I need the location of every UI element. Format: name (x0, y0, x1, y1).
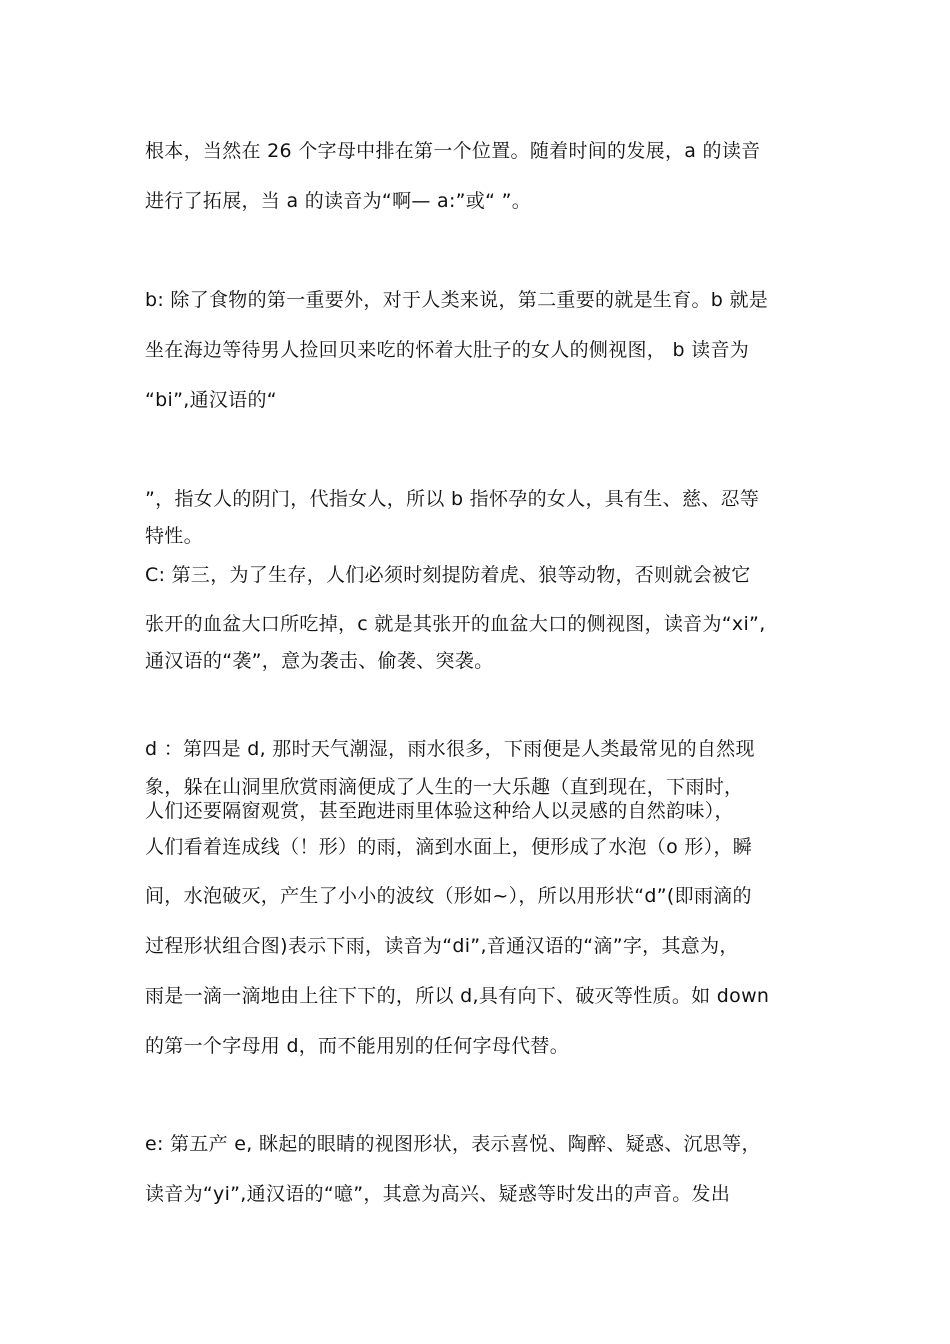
text-line-11: d ：第四是 d, 那时天气潮湿，雨水很多，下雨便是人类最常见的自然现 (145, 738, 755, 760)
text-line-12: 象，躲在山洞里欣赏雨滴便成了人生的一大乐趣（直到现在，下雨时， (145, 776, 744, 798)
text-line-10: 通汉语的“袭”，意为袭击、偷袭、突袭。 (145, 650, 494, 672)
text-line-6: ”，指女人的阴门，代指女人，所以 b 指怀孕的女人，具有生、慈、忍等 (145, 488, 760, 510)
text-line-15: 间，水泡破灭，产生了小小的波纹（形如~），所以用形状“d”(即雨滴的 (145, 885, 752, 907)
text-line-1: 根本，当然在 26 个字母中排在第一个位置。随着时间的发展，a 的读音 (145, 140, 761, 162)
text-line-4: 坐在海边等待男人捡回贝来吃的怀着大肚子的女人的侧视图， b 读音为 (145, 339, 750, 361)
text-line-2: 进行了拓展，当 a 的读音为“啊— a:”或“ ”。 (145, 190, 532, 212)
text-line-18: 的第一个字母用 d，而不能用别的任何字母代替。 (145, 1035, 570, 1057)
text-line-19: e: 第五产 e, 眯起的眼睛的视图形状，表示喜悦、陶醉、疑惑、沉思等， (145, 1133, 761, 1155)
text-line-5: “bi”,通汉语的“ (145, 389, 277, 411)
text-line-14: 人们看着连成线（！形）的雨，滴到水面上，便形成了水泡（o 形），瞬 (145, 836, 753, 858)
text-line-20: 读音为“yi”,通汉语的“噫”，其意为高兴、疑惑等时发出的声音。发出 (145, 1183, 731, 1205)
text-line-16: 过程形状组合图)表示下雨，读音为“di”,音通汉语的“滴”字，其意为， (145, 935, 739, 957)
text-line-13: 人们还要隔窗观赏，甚至跑进雨里体验这种给人以灵感的自然韵味）， (145, 800, 734, 822)
text-line-17: 雨是一滴一滴地由上往下下的，所以 d,具有向下、破灭等性质。如 down (145, 985, 770, 1007)
text-line-9: 张开的血盆大口所吃掉，c 就是其张开的血盆大口的侧视图，读音为“xi”, (145, 613, 766, 635)
text-line-8: C: 第三，为了生存，人们必须时刻提防着虎、狼等动物，否则就会被它 (145, 564, 751, 586)
text-line-3: b: 除了食物的第一重要外，对于人类来说，第二重要的就是生育。b 就是 (145, 289, 769, 311)
text-line-7: 特性。 (145, 525, 203, 547)
